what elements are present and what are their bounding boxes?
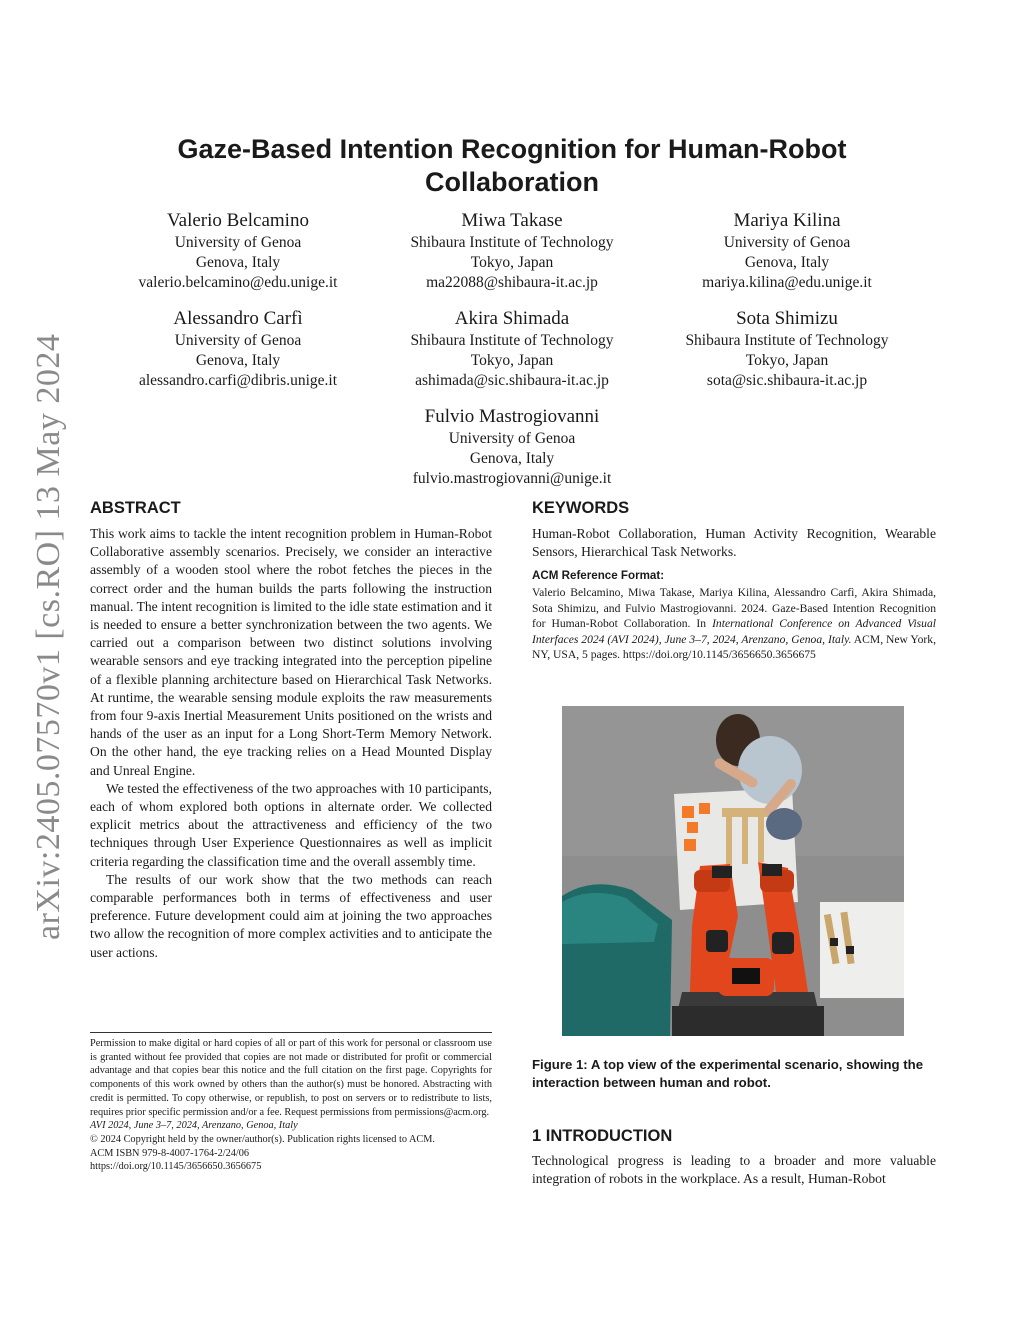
author-affiliation: University of Genoa <box>448 430 576 447</box>
abstract-heading: ABSTRACT <box>90 499 181 517</box>
author-block <box>362 308 662 391</box>
author-block <box>88 210 388 293</box>
author-block <box>637 308 937 391</box>
author-name: Akira Shimada <box>454 308 570 329</box>
intro-text: Technological progress is leading to a broader and more valuable integration of robots in the workplace. As a result, Human-Robot <box>532 1153 936 1187</box>
author-location: Genova, Italy <box>195 254 281 271</box>
author-email: valerio.belcamino@edu.unige.it <box>138 274 338 291</box>
abstract-paragraph: The results of our work show that the two methods can reach comparable performances both in terms of effectiveness and user preference. Future development could aim at joining the two approaches two allow the recognition of more complex activities and to anticipate the user actions. <box>90 871 492 960</box>
experiment-photo <box>562 706 904 1036</box>
author-email: fulvio.mastrogiovanni@unige.it <box>412 470 612 487</box>
footnote-rule <box>90 1032 492 1033</box>
abstract-paragraph: This work aims to tackle the intent recognition problem in Human-Robot Collaborative assembly scenarios. Precisely, we consider an interactive assembly of a wooden stool where the robot fetches the pieces in the correct order and the human builds the parts following the instruction manual. The intent recognition is limited to the idle state estimation and it is needed to ensure a better synchronization between the two agents. We carried out a comparison between two distinct solutions involving wearable sensors and eye tracking integrated into the perception pipeline of a flexible planning architecture based on Hierarchical Task Networks. At runtime, the wearable sensing module exploits the raw measurements from four 9-axis Inertial Measurement Units positioned on the wrists and hands of the user as an input for a Long Short-Term Memory Network. On the other hand, the eye tracking relies on a Head Mounted Display and Unreal Engine. <box>90 526 492 778</box>
author-location: Tokyo, Japan <box>470 352 554 369</box>
footnote-doi: https://doi.org/10.1145/3656650.3656675 <box>90 1161 262 1173</box>
footnote-isbn: ACM ISBN 979-8-4007-1764-2/24/06 <box>90 1147 250 1159</box>
author-block <box>362 210 662 293</box>
author-email: alessandro.carfi@dibris.unige.it <box>138 372 338 389</box>
author-email: ashimada@sic.shibaura-it.ac.jp <box>415 372 609 389</box>
footnote-permission: Permission to make digital or hard copies of all or part of this work for personal or classroom use is granted without fee provided that copies are not made or distributed for profit or commercial advantage and that copies bear this notice and the full citation on the first page. Copyrights for components of this work owned by others than the author(s) must be honored. Abstracting with credit is permitted. To copy otherwise, or republish, to post on servers or to redistribute to lists, requires prior specific permission and/or a fee. Request permissions from permissions@acm.org. <box>90 1038 492 1118</box>
author-affiliation: University of Genoa <box>723 234 851 251</box>
author-name: Valerio Belcamino <box>167 210 309 231</box>
author-location: Genova, Italy <box>469 450 555 467</box>
author-email: mariya.kilina@edu.unige.it <box>702 274 872 291</box>
author-location: Tokyo, Japan <box>470 254 554 271</box>
keywords-heading: KEYWORDS <box>532 499 630 517</box>
author-affiliation: University of Genoa <box>174 332 302 349</box>
acm-ref-publisher: ACM, New York, NY, USA, 5 pages. https://doi.org/10.1145/3656650.3656675 <box>532 632 936 662</box>
author-block <box>88 308 388 391</box>
acm-ref-venue: International Conference on Advanced Visual Interfaces 2024 (AVI 2024), June 3–7, 2024, Arenzano, Genoa, Italy. <box>532 617 936 646</box>
author-affiliation: Shibaura Institute of Technology <box>410 234 614 251</box>
arxiv-stamp: arXiv:2405.07570v1 [cs.RO] 13 May 2024 <box>30 333 67 940</box>
author-block <box>637 210 937 293</box>
footnote-venue: AVI 2024, June 3–7, 2024, Arenzano, Genoa, Italy <box>90 1120 298 1132</box>
author-name: Miwa Takase <box>461 210 563 231</box>
author-name: Alessandro Carfì <box>173 308 303 329</box>
keywords-text: Human-Robot Collaboration, Human Activity Recognition, Wearable Sensors, Hierarchical Task Networks. <box>532 526 936 560</box>
abstract-paragraph: We tested the effectiveness of the two approaches with 10 participants, each of whom explored both options in alternate order. We collected explicit metrics about the attractiveness and efficiency of the two techniques through User Experience Questionnaires as well as implicit criteria regarding the classification time and the overall assembly time. <box>90 780 492 869</box>
footnote-copyright: © 2024 Copyright held by the owner/author(s). Publication rights licensed to ACM. <box>90 1133 436 1145</box>
author-name: Sota Shimizu <box>736 308 838 329</box>
author-affiliation: University of Genoa <box>174 234 302 251</box>
author-email: sota@sic.shibaura-it.ac.jp <box>706 372 868 389</box>
author-affiliation: Shibaura Institute of Technology <box>685 332 889 349</box>
paper-title <box>110 133 914 199</box>
author-location: Genova, Italy <box>744 254 830 271</box>
author-name: Mariya Kilina <box>733 210 841 231</box>
acm-reference <box>532 585 936 663</box>
person-torso <box>738 736 802 804</box>
footnote <box>90 1037 492 1174</box>
title-line-1: Gaze-Based Intention Recognition for Human-Robot <box>177 134 847 164</box>
figure-caption: Figure 1: A top view of the experimental scenario, showing the interaction between human and robot. <box>532 1057 924 1090</box>
title-line-2: Collaboration <box>425 167 599 197</box>
acm-ref-heading: ACM Reference Format: <box>532 569 665 582</box>
author-block <box>362 406 662 489</box>
acm-ref-authors: Valerio Belcamino, Miwa Takase, Mariya Kilina, Alessandro Carfì, Akira Shimada, Sota Shimizu, and Fulvio Mastrogiovanni. 2024. Gaze-Based Intention Recognition for Human-Robot Collaboration. In <box>532 586 936 631</box>
author-location: Genova, Italy <box>195 352 281 369</box>
author-location: Tokyo, Japan <box>745 352 829 369</box>
author-name: Fulvio Mastrogiovanni <box>424 406 600 427</box>
abstract-body <box>90 525 492 962</box>
intro-heading: 1 INTRODUCTION <box>532 1127 673 1145</box>
author-email: ma22088@shibaura-it.ac.jp <box>426 274 598 291</box>
author-affiliation: Shibaura Institute of Technology <box>410 332 614 349</box>
